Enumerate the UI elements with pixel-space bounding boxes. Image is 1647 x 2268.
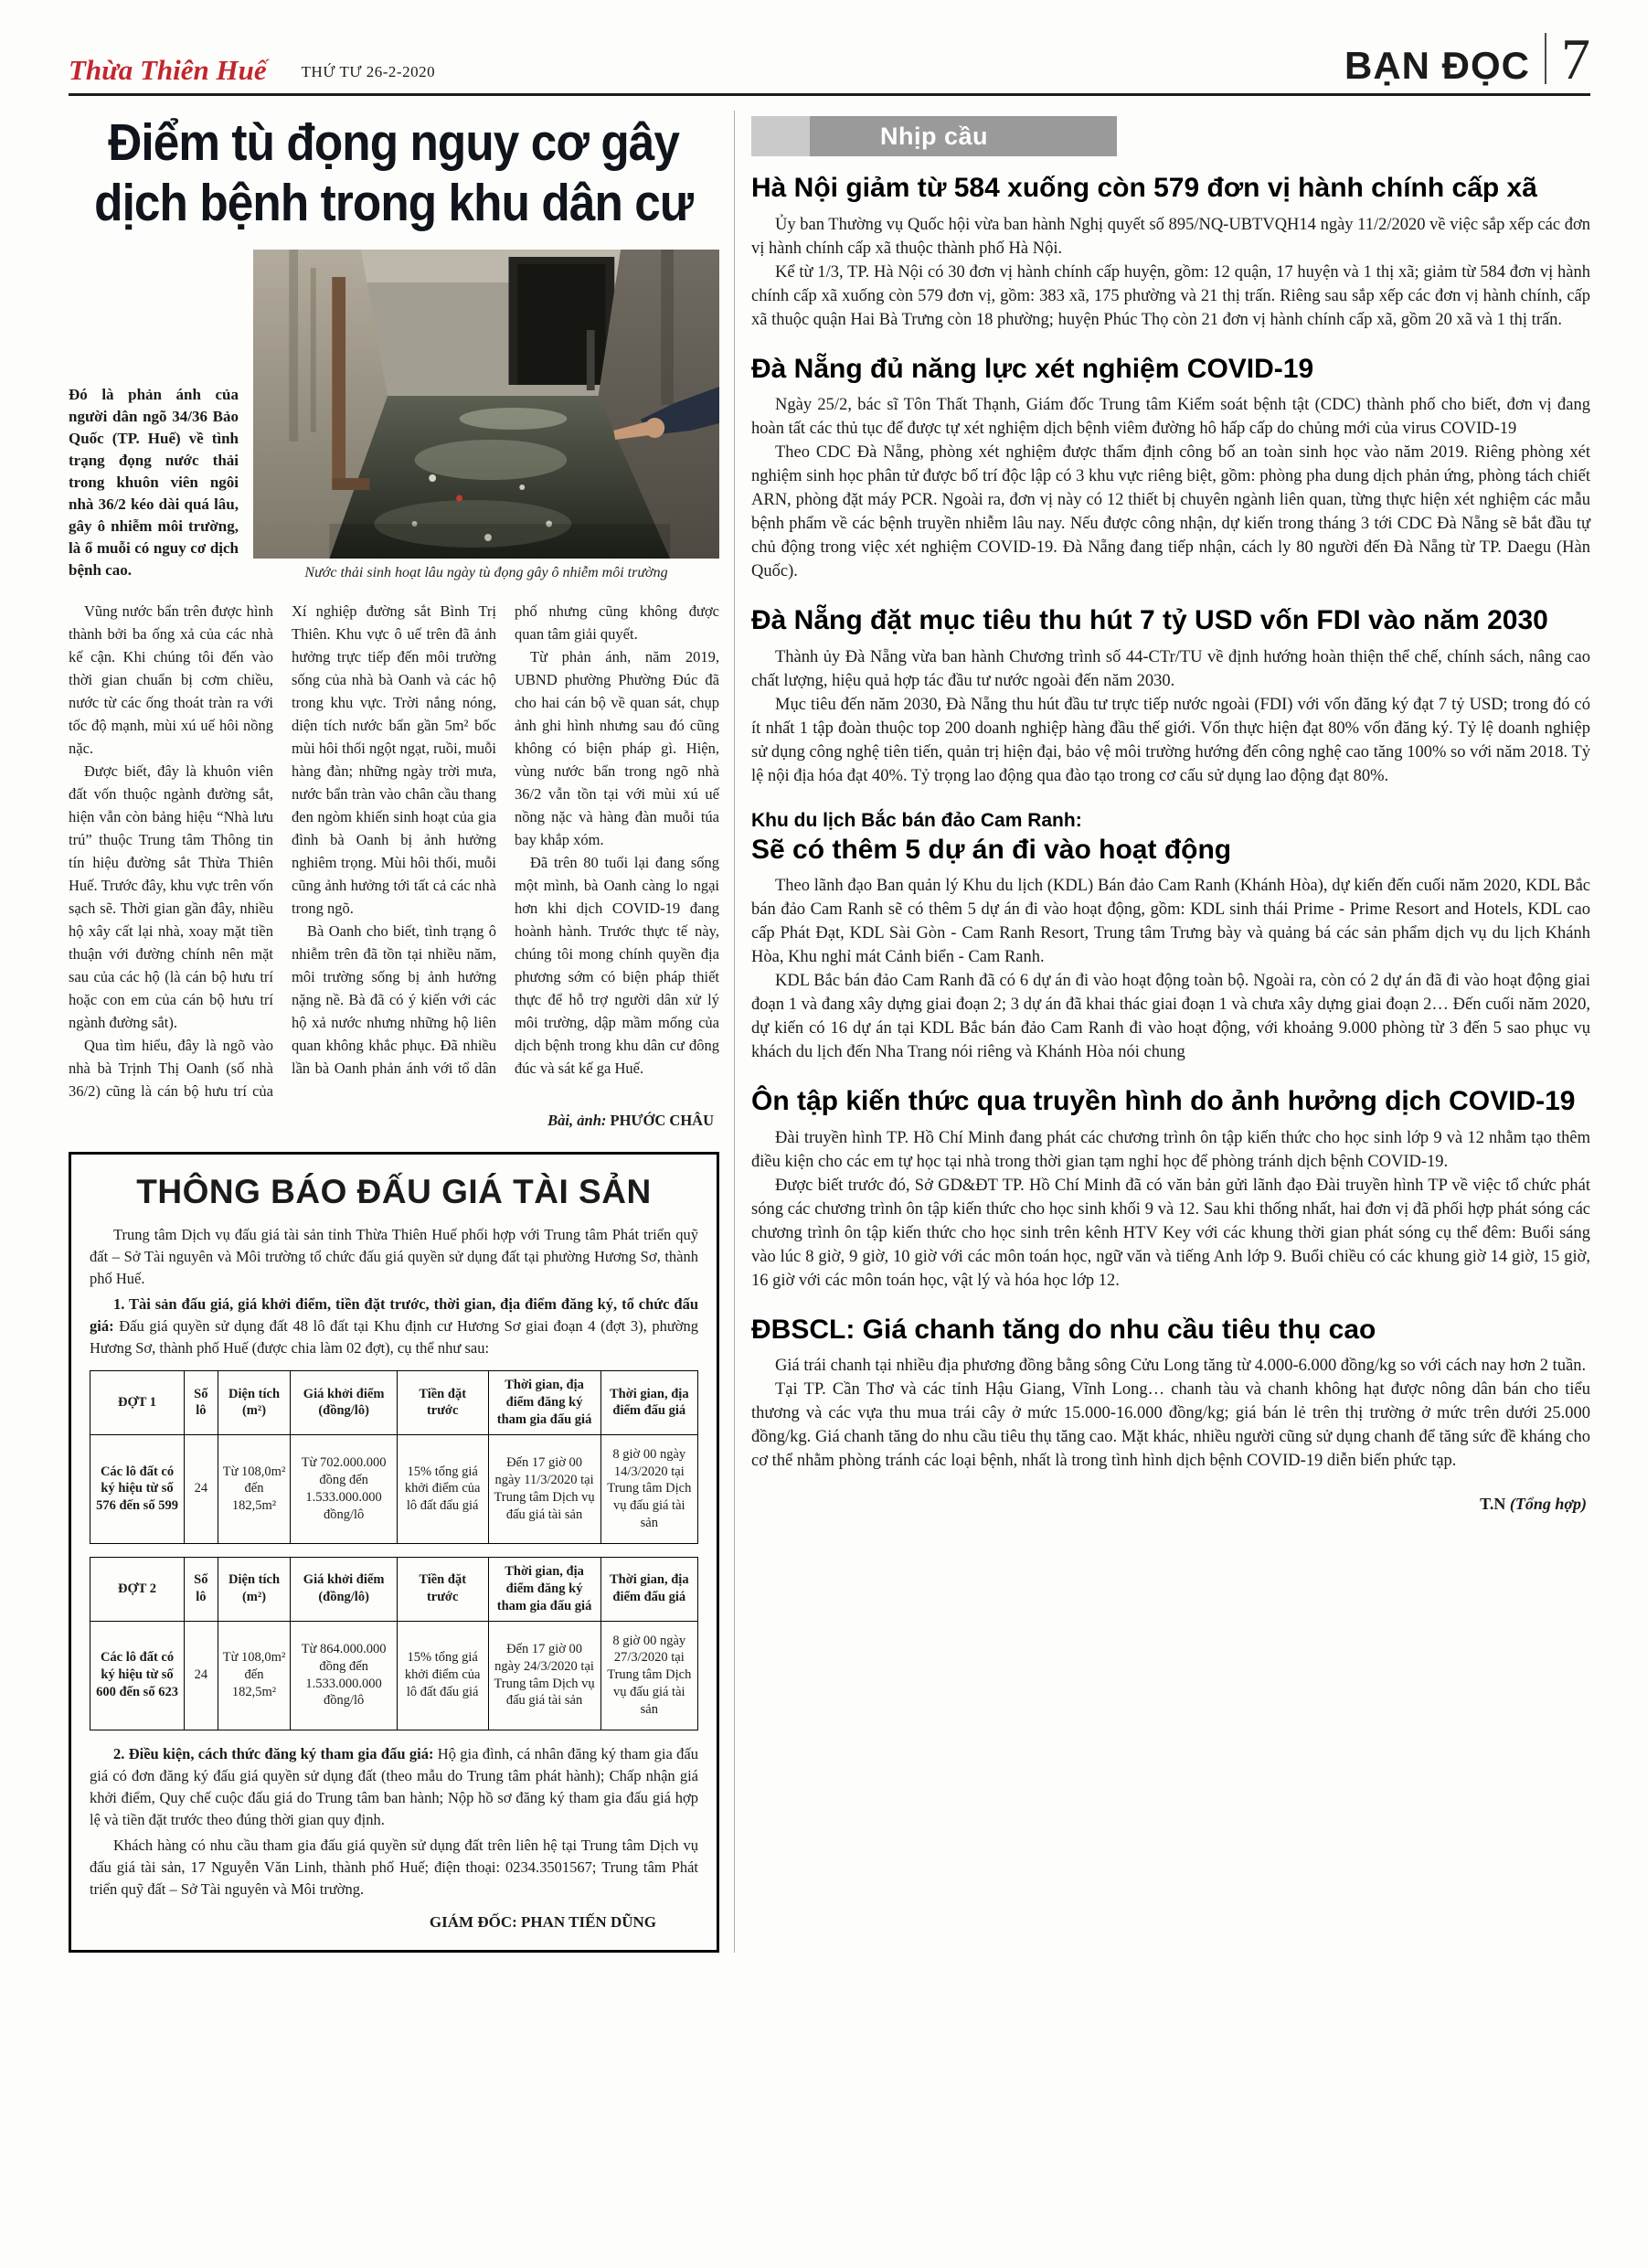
- news-item-paragraph: Kể từ 1/3, TP. Hà Nội có 30 đơn vị hành chính cấp huyện, gồm: 12 quận, 17 huyện và 1 thị xã; giảm từ 584 đơn vị hành chính cấp xã xuống còn 579 đơn vị, gồm: 383 xã, 175 phường và 21 thị trấn. Riêng sau sắp xếp các đơn vị hành chính, cấp xã thuộc quận Hai Bà Trưng còn 18 phường; huyện Phúc Thọ còn 21 đơn vị hành chính cấp xã, gồm 20 xã và 1 thị trấn.: [751, 262, 1590, 329]
- table-header-cell: Thời gian, địa điểm đấu giá: [600, 1557, 697, 1621]
- news-item-paragraph: Tại TP. Cần Thơ và các tỉnh Hậu Giang, Vĩnh Long… chanh tàu và chanh không hạt được nông dân bán cho tiểu thương và các vựa thu mua trái cây ở mức 15.000-16.000 đồng/kg; giá bán lẻ trên thị trường ở mức trên dưới 25.000 đồng/kg. Giá chanh tăng do nhu cầu tiêu thụ tăng cao. Mặt khác, nhiều người cũng sử dụng chanh để tăng sức đề kháng cho cơ thể nhằm phòng tránh các loại bệnh, nhất là trong tình hình dịch bệnh COVID-19 diễn biến phức tạp.: [751, 1380, 1590, 1470]
- news-item-title: Đà Nẵng đủ năng lực xét nghiệm COVID-19: [751, 353, 1314, 384]
- byline-label: Bài, ảnh:: [547, 1112, 607, 1130]
- news-item: [751, 1315, 1590, 1474]
- news-item: [751, 354, 1590, 584]
- auction-item1: [90, 1294, 698, 1359]
- news-item-paragraph: Theo lãnh đạo Ban quản lý Khu du lịch (KDL) Bán đảo Cam Ranh (Khánh Hòa), dự kiến đến cuối năm 2020, KDL Bắc bán đảo Cam Ranh sẽ có thêm 5 dự án đi vào hoạt động, gồm: KDL sinh thái Prime - Prime Resort and Hotels, KDL cao cấp Phát Đạt, KDL Sài Gòn - Cam Ranh Resort, Trung tâm Trưng bày và quảng bá các sản phẩm dịch vụ du lịch Khánh Hòa, Khu nghỉ mát Cảnh biển - Cam Ranh.: [751, 877, 1590, 966]
- table-cell: Từ 108,0m² đến 182,5m²: [218, 1621, 291, 1730]
- news-briefs-sidebar: [734, 111, 1590, 1953]
- table-cell: Đến 17 giờ 00 ngày 24/3/2020 tại Trung tâm Dịch vụ đấu giá tài sản: [488, 1621, 600, 1730]
- article-paragraph: Đã trên 80 tuổi lại đang sống một mình, bà Oanh càng lo ngại hơn khi dịch COVID-19 đang hoành hành. Trước thực tế này, chúng tôi mong chính quyền địa phương sớm có biện pháp thiết thực để hỗ trợ người dân xử lý môi trường, dập mầm mống của dịch bệnh trong khu dân cư đông đúc và sát kế ga Huế.: [515, 854, 719, 1078]
- article-paragraph: Từ phản ánh, năm 2019, UBND phường Phường Đúc đã cho hai cán bộ về quan sát, chụp ảnh ghi hình nhưng sau đó cũng không có biện pháp gì. Hiện, vùng nước bẩn trong ngõ nhà 36/2 vẫn tồn tại với mùi xú uế nồng nặc và hàng đàn muỗi túa bay khắp xóm.: [515, 648, 719, 849]
- table-cell: Từ 864.000.000 đồng đến 1.533.000.000 đồng/lô: [291, 1621, 397, 1730]
- article-paragraph: Được biết, đây là khuôn viên đất vốn thuộc ngành đường sắt, hiện vẫn còn bảng hiệu “Nhà lưu trú” thuộc Trung tâm Thông tin tín hiệu đường sắt Thừa Thiên Huế. Trước đây, khu vực trên vốn sạch sẽ. Thời gian gần đây, nhiều hộ xây cất lại nhà, xoay mặt tiền thuận với đường chính nên mặt sau của các hộ (là cán bộ hưu trí hoặc con em của cán bộ hưu trí ngành đường sắt).: [69, 762, 273, 1032]
- auction-table-dot-1: [90, 1370, 698, 1544]
- photo-column: [253, 250, 719, 581]
- table-cell: 24: [185, 1621, 218, 1730]
- table-cell: Từ 702.000.000 đồng đến 1.533.000.000 đồng/lô: [291, 1434, 397, 1543]
- news-item-paragraph: Đài truyền hình TP. Hồ Chí Minh đang phát các chương trình ôn tập kiến thức cho học sinh lớp 9 và 12 nhằm tạo thêm điều kiện cho các em tự học tại nhà trong thời gian tạm nghỉ học để phòng tránh dịch bệnh COVID-19.: [751, 1128, 1590, 1171]
- news-item: [751, 810, 1590, 1065]
- news-item-paragraph: Theo CDC Đà Nẵng, phòng xét nghiệm được thẩm định công bố an toàn sinh học vào năm 2019. Riêng phòng xét nghiệm sinh học phân tử được bố trí độc lập có 3 khu vực riêng biệt, gồm: phòng pha dung dịch phản ứng, phòng tách chiết ARN, phòng đặt máy PCR. Ngoài ra, đơn vị này có 12 thiết bị chuyên ngành liên quan, từng thực hiện xét nghiệm các mẫu bệnh phẩm về các bệnh truyền nhiễm lâu nay. Nếu được công nhận, dự kiến trong tháng 3 tới CDC Đà Nẵng sẽ bắt đầu tự chủ động trong việc xét nghiệm COVID-19. Đà Nẵng đang tiếp nhận, cách ly 80 người đến Đà Nẵng từ TP. Daegu (Hàn Quốc).: [751, 443, 1590, 580]
- sidebar-signature-note: (Tổng hợp): [1509, 1495, 1587, 1513]
- news-item: [751, 173, 1590, 332]
- photo-caption: Nước thải sinh hoạt lâu ngày tù đọng gây ô nhiễm môi trường: [304, 565, 668, 581]
- headline-line-2: dịch bệnh trong khu dân cư: [94, 174, 694, 233]
- news-item-title: Ôn tập kiến thức qua truyền hình do ảnh hưởng dịch COVID-19: [751, 1086, 1576, 1116]
- page-content: [69, 111, 1590, 1953]
- news-item-kicker: Khu du lịch Bắc bán đảo Cam Ranh:: [751, 809, 1082, 831]
- table-row-label: Các lô đất có ký hiệu từ số 600 đến số 623: [90, 1621, 185, 1730]
- masthead-divider: [1545, 33, 1546, 84]
- news-item-paragraph: Ngày 25/2, bác sĩ Tôn Thất Thạnh, Giám đốc Trung tâm Kiểm soát bệnh tật (CDC) thành phố cho biết, đơn vị đang hoàn tất các thủ tục để được tự xét nghiệm dịch bệnh viêm đường hô hấp cấp do chủng mới của virus COVID-19: [751, 396, 1590, 438]
- sidebar-signature-name: T.N: [1480, 1495, 1506, 1513]
- table-row: [90, 1621, 698, 1730]
- article-paragraph: Bà Oanh cho biết, tình trạng ô nhiễm trên đã tồn tại nhiều năm, môi trường sống bị ảnh hưởng nặng nề. Bà đã có ý kiến với các hộ xả nước nhưng những hộ liên quan không khắc phục. Đã nhiều lần bà Oanh phản ánh với tổ dân phố nhưng cũng không được quan tâm giải quyết.: [292, 602, 719, 1078]
- table-cell: 8 giờ 00 ngày 14/3/2020 tại Trung tâm Dịch vụ đấu giá tài sản: [600, 1434, 697, 1543]
- table-cell: 8 giờ 00 ngày 27/3/2020 tại Trung tâm Dịch vụ đấu giá tài sản: [600, 1621, 697, 1730]
- article-body: [69, 600, 719, 1102]
- table-row-label: Các lô đất có ký hiệu từ số 576 đến số 599: [90, 1434, 185, 1543]
- auction-signature: GIÁM ĐỐC: PHAN TIẾN DŨNG: [429, 1912, 656, 1931]
- auction-contact: Khách hàng có nhu cầu tham gia đấu giá quyền sử dụng đất trên liên hệ tại Trung tâm Dịch vụ đấu giá tài sản, 17 Nguyễn Văn Linh, thành phố Huế; điện thoại: 0234.3501567; Trung tâm Phát triển quỹ đất – Sở Tài nguyên và Môi trường.: [90, 1836, 698, 1898]
- table-header-cell: Thời gian, địa điểm đăng ký tham gia đấu giá: [488, 1557, 600, 1621]
- table-header-cell: Giá khởi điểm (đồng/lô): [291, 1557, 397, 1621]
- auction-item1-text: Đấu giá quyền sử dụng đất 48 lô đất tại Khu định cư Hương Sơ giai đoạn 4 (đợt 3), phường Hương Sơ, thành phố Huế (được chia làm 02 đợt), cụ thể như sau:: [90, 1317, 699, 1358]
- news-item-paragraph: Được biết trước đó, Sở GD&ĐT TP. Hồ Chí Minh đã có văn bản gửi lãnh đạo Đài truyền hình TP về việc tổ chức phát sóng các chương trình ôn tập kiến thức cho học sinh khối 9 và 12. Sau khi thống nhất, hai đơn vị đã phối hợp phát sóng các chương trình ôn tập kiến thức cho học sinh trên kênh HTV Key với các khung thời gian phát sóng cụ thể đêm: Buổi sáng vào lúc 8 giờ, 9 giờ, 10 giờ với các môn toán học, ngữ văn và tiếng Anh lớp 9. Buổi chiều có các khung giờ 14 giờ, 15 giờ, 16 giờ với các môn toán học, vật lý và hóa học lớp 12.: [751, 1176, 1590, 1290]
- sidebar-section-banner: [751, 116, 1117, 156]
- byline: [69, 1112, 714, 1130]
- news-item-paragraph: Mục tiêu đến năm 2030, Đà Nẵng thu hút đầu tư trực tiếp nước ngoài (FDI) với vốn đăng ký đạt 7 tỷ USD; trong đó có ít nhất 1 tập đoàn thuộc top 200 doanh nghiệp hàng đầu thế giới. Vốn thực hiện đạt 80% vốn đăng ký. Tỷ lệ doanh nghiệp sử dụng công nghệ tiên tiến, quản trị hiện đại, bảo vệ môi trường hướng đến công nghệ cao tăng 100% so với năm 2018. Tỷ lệ nội địa hóa đạt 40%. Tỷ trọng lao động qua đào tạo trong cơ cấu sử dụng lao động đạt 80%.: [751, 695, 1590, 785]
- section-label: BẠN ĐỌC: [1344, 44, 1530, 88]
- auction-title: THÔNG BÁO ĐẤU GIÁ TÀI SẢN: [136, 1173, 652, 1211]
- article-headline: [69, 112, 718, 233]
- table-header-cell: Tiền đặt trước: [397, 1557, 488, 1621]
- alley-photo: [253, 250, 719, 559]
- table-corner-label: ĐỢT 2: [90, 1557, 185, 1621]
- sidebar-section-title: Nhịp cầu: [879, 122, 988, 150]
- newspaper-logo: Thừa Thiên Huế: [69, 54, 267, 86]
- auction-item2-heading: 2. Điều kiện, cách thức đăng ký tham gia đấu giá:: [113, 1744, 434, 1762]
- news-item-paragraph: Giá trái chanh tại nhiều địa phương đồng bằng sông Cửu Long tăng từ 4.000-6.000 đồng/kg so với cách nay hơn 2 tuần.: [775, 1357, 1587, 1375]
- byline-name: PHƯỚC CHÂU: [610, 1112, 714, 1130]
- article-paragraph: Qua tìm hiểu, đây là ngõ vào nhà bà Trịnh Thị Oanh (số nhà 36/2) cũng là cán bộ hưu trí của Xí nghiệp đường sắt Bình Trị Thiên. Khu vực ô uế trên đã ảnh hưởng trực tiếp đến môi trường sống của nhà bà Oanh và các hộ trong khu vực. Trời nắng nóng, diện tích nước bẩn gần 5m² bốc mùi hôi thối ngột ngạt, ruồi, muỗi hàng đàn; những ngày trời mưa, nước bẩn tràn vào chân cầu thang đen ngòm khiến sinh hoạt của gia đình bà Oanh bị ảnh hưởng nghiêm trọng. Mùi hôi thối, muỗi cũng ảnh hưởng tới tất cả các nhà trong ngõ.: [69, 602, 496, 1101]
- table-row: [90, 1434, 698, 1543]
- table-cell: Từ 108,0m² đến 182,5m²: [218, 1434, 291, 1543]
- news-item-paragraph: Ủy ban Thường vụ Quốc hội vừa ban hành Nghị quyết số 895/NQ-UBTVQH14 ngày 11/2/2020 về việc sắp xếp các đơn vị hành chính cấp xã thuộc thành phố Hà Nội.: [751, 215, 1590, 258]
- table-cell: 15% tổng giá khởi điểm của lô đất đấu giá: [397, 1621, 488, 1730]
- table-header-cell: Số lô: [185, 1557, 218, 1621]
- news-item: [751, 605, 1590, 788]
- table-header-cell: Thời gian, địa điểm đăng ký tham gia đấu giá: [488, 1371, 600, 1435]
- table-header-cell: Diện tích (m²): [218, 1371, 291, 1435]
- table-header-cell: Giá khởi điểm (đồng/lô): [291, 1371, 397, 1435]
- auction-item1-heading: 1. Tài sản đấu giá, giá khởi điểm, tiền đặt trước, thời gian, địa điểm đăng ký, tổ chức đấu giá:: [90, 1295, 698, 1336]
- table-corner-label: ĐỢT 1: [90, 1371, 185, 1435]
- table-header-cell: Số lô: [185, 1371, 218, 1435]
- page-number: 7: [1561, 26, 1590, 91]
- news-item-title: Sẽ có thêm 5 dự án đi vào hoạt động: [751, 834, 1232, 865]
- table-header-cell: Diện tích (m²): [218, 1557, 291, 1621]
- lead-column: [69, 250, 239, 581]
- table-header-cell: Tiền đặt trước: [397, 1371, 488, 1435]
- masthead: [69, 26, 1590, 96]
- issue-date: THỨ TƯ 26-2-2020: [301, 63, 436, 80]
- table-cell: Đến 17 giờ 00 ngày 11/3/2020 tại Trung tâm Dịch vụ đấu giá tài sản: [488, 1434, 600, 1543]
- auction-item2: [90, 1743, 698, 1831]
- news-item: [751, 1086, 1590, 1293]
- article-paragraph: Vũng nước bẩn trên được hình thành bởi ba ống xả của các nhà kế cận. Khi chúng tôi đến vào thời gian chuẩn bị cơm chiều, nước từ các ống thoát tràn ra với tốc độ mạnh, mùi xú uế hôi nồng nặc.: [69, 602, 273, 758]
- auction-item2-text: Hộ gia đình, cá nhân đăng ký tham gia đấu giá có đơn đăng ký đấu giá quyền sử dụng đất (theo mẫu do Trung tâm phát hành); Chấp nhận giá khởi điểm, Quy chế cuộc đấu giá do Trung tâm ban hành; Nộp hồ sơ đăng ký tham gia đấu giá hợp lệ và tiền đặt trước theo đúng thời gian quy định.: [90, 1744, 698, 1828]
- auction-table-dot-2: [90, 1557, 698, 1730]
- headline-line-1: Điểm tù đọng nguy cơ gây: [108, 113, 680, 172]
- article-lead: Đó là phản ánh của người dân ngõ 34/36 Bảo Quốc (TP. Huế) về tình trạng đọng nước thải trong khuôn viên ngôi nhà 36/2 kéo dài quá lâu, gây ô nhiễm môi trường, là ổ muỗi có nguy cơ dịch bệnh cao.: [69, 386, 239, 580]
- auction-intro: Trung tâm Dịch vụ đấu giá tài sản tỉnh Thừa Thiên Huế phối hợp với Trung tâm Phát triển quỹ đất – Sở Tài nguyên và Môi trường tổ chức đấu giá quyền sử dụng đất tại phường Hương Sơ, thành phố Huế.: [90, 1226, 698, 1288]
- news-item-title: Đà Nẵng đặt mục tiêu thu hút 7 tỷ USD vốn FDI vào năm 2030: [751, 605, 1548, 635]
- main-article-section: [69, 111, 719, 1953]
- article-top: [69, 250, 719, 581]
- table-header-cell: Thời gian, địa điểm đấu giá: [600, 1371, 697, 1435]
- news-item-paragraph: KDL Bắc bán đảo Cam Ranh đã có 6 dự án đi vào hoạt động toàn bộ. Ngoài ra, còn có 2 dự án đã đi vào hoạt động giai đoạn 1 và đang xây dựng giai đoạn 2; 3 dự án đã khai thác giai đoạn 1 và chưa xây dựng giai đoạn 2… Đến cuối năm 2020, dự kiến có 16 dự án tại KDL Bắc bán đảo Cam Ranh đi vào hoạt động, với khoảng 9.000 phòng từ 3 đến 5 sao phục vụ khách du lịch đến Nha Trang nói riêng và Khánh Hòa nói chung: [751, 972, 1590, 1061]
- news-item-paragraph: Thành ủy Đà Nẵng vừa ban hành Chương trình số 44-CTr/TU về định hướng hoàn thiện thể chế, chính sách, nâng cao chất lượng, hiệu quả hợp tác đầu tư nước ngoài đến năm 2030.: [751, 647, 1590, 690]
- news-item-title: ĐBSCL: Giá chanh tăng do nhu cầu tiêu thụ cao: [751, 1314, 1376, 1345]
- table-cell: 24: [185, 1434, 218, 1543]
- sidebar-signature: [751, 1495, 1590, 1514]
- table-cell: 15% tổng giá khởi điểm của lô đất đấu giá: [397, 1434, 488, 1543]
- auction-notice-box: [69, 1152, 719, 1953]
- news-item-title: Hà Nội giảm từ 584 xuống còn 579 đơn vị hành chính cấp xã: [751, 173, 1537, 203]
